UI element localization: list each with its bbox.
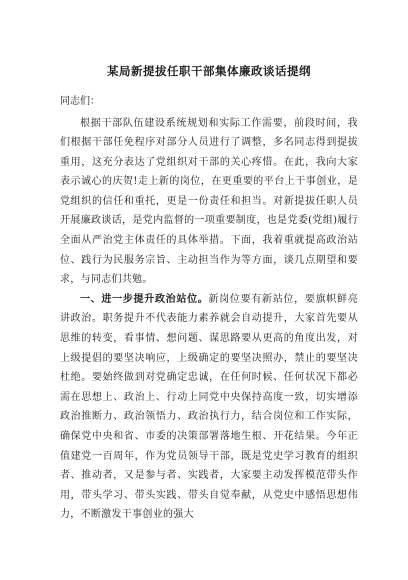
paragraph-intro (60, 114, 358, 290)
section-heading: 一、进一步提升政治站位。 (80, 293, 209, 305)
paragraph-intro-text: 根据干部队伍建设系统规划和实际工作需要，前段时间，我们根据干部任免程序对部分人员进行了调整，多名同志得到提拔重用，这充分表达了党组织对干部的关心疼惜。在此，我向大家表示诚心的庆贺!走上新的岗位，在更重要的平台上干事创业，是党组织的信任和重托，更是一份责任和担当。对新提拔任职人员开展廉政谈话，是党内监督的一项重要制度，也是党委(党组)履行全面从严治党主体责任的具体举措。下面，我着重就提高政治站位、践行为民服务宗旨、主动担当作为等方面，谈几点期望和要求，与同志们共勉。 (60, 117, 358, 286)
paragraph-section-1-text: 新岗位要有新站位，要旗帜鲜亮讲政治。职务提升不代表能力素养就会自动提升，大家首先要从思维的转变，看事情、想问题、谋思路要从更高的角度出发，对上级提倡的要坚决响应，上级确定的要坚决照办，禁止的要坚决杜绝。要始终做到对党确定忠诚，在任何时候、任何状况下都必需在思想上、政治上、行动上同党中央保持高度一致，切实增添政治推断力、政治领悟力、政治执行力，结合岗位和工作实际，确保党中央和省、市委的决策部署落地生根、开花结果。今年正值建党一百周年，作为党员领导干部，既是党史学习教育的组织者、推动者，又是参与者、实践者，大家要主动发挥模范带头作用，带头学习、带头实践、带头自觉奉献，从党史中感悟思想伟力，不断激发干事创业的强大 (60, 293, 358, 521)
paragraph-section-1 (60, 290, 358, 525)
salutation: 同志们： (60, 96, 100, 107)
document-title: 某局新提拔任职干部集体廉政谈话提纲 (107, 64, 311, 78)
